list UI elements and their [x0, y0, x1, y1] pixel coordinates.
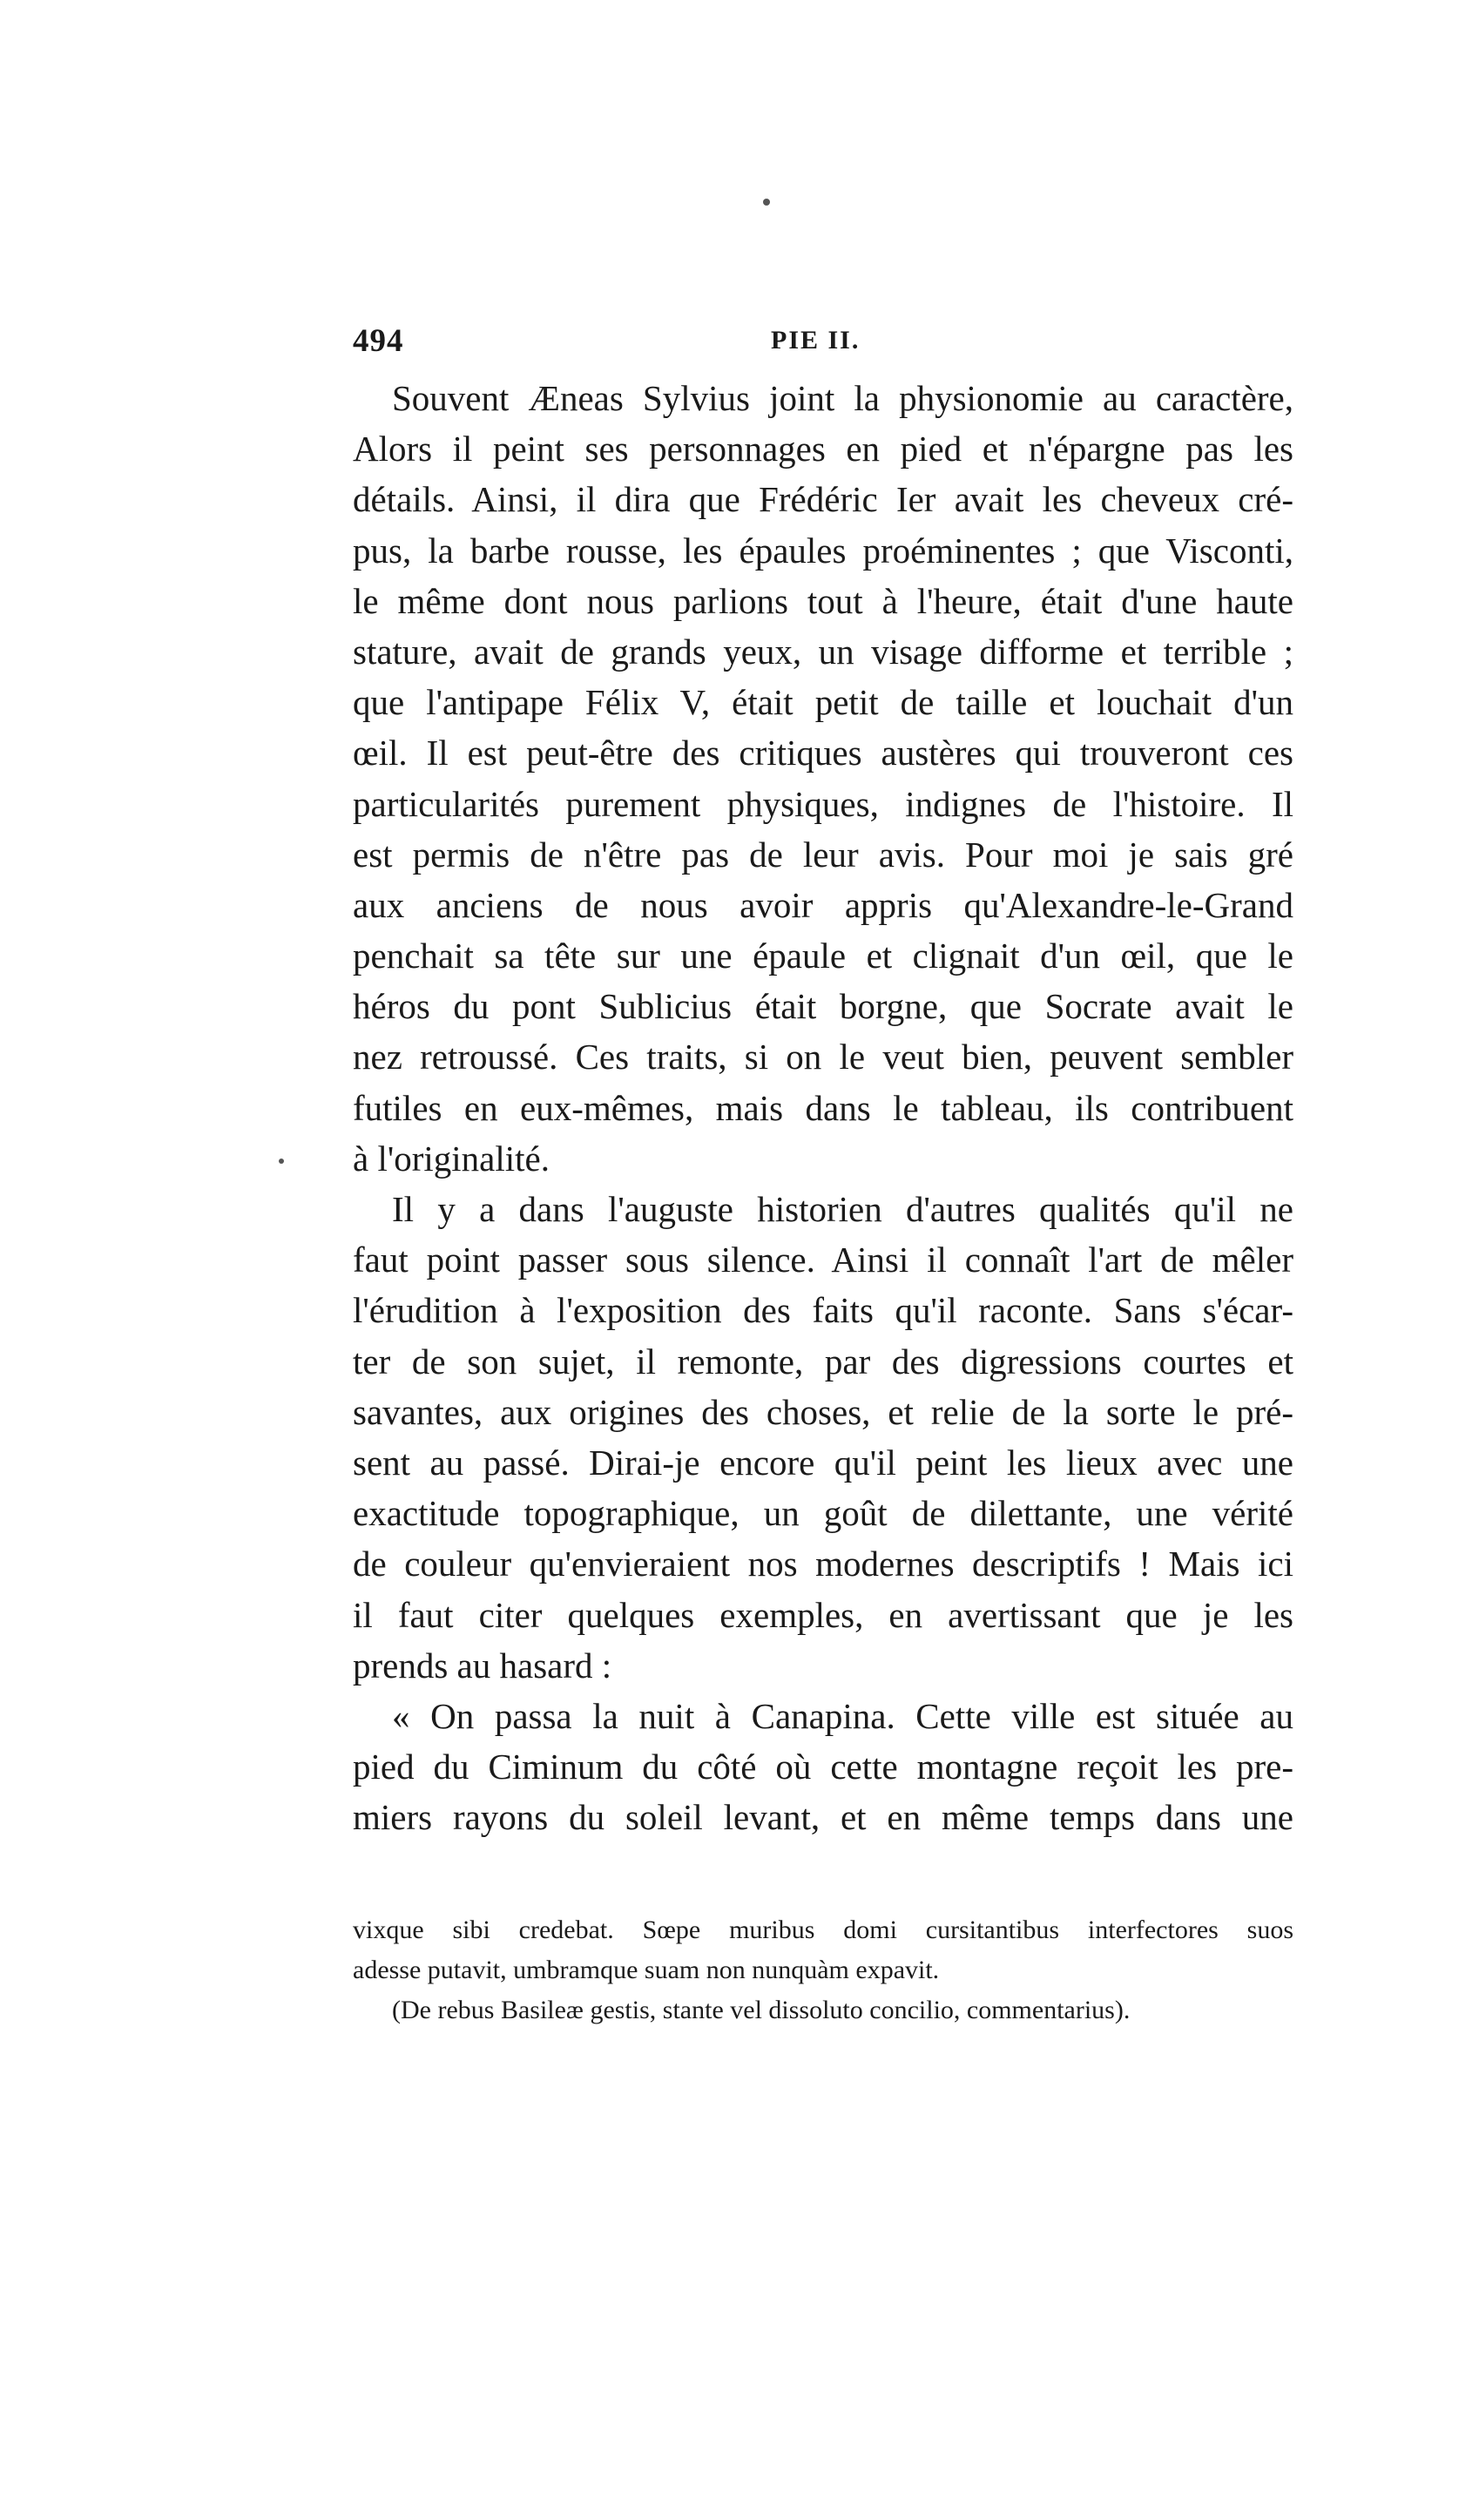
- text-line: est permis de n'être pas de leur avis. Pour moi je sais gré: [353, 834, 1293, 875]
- text-line: que l'antipape Félix V, était petit de taille et louchait d'un: [353, 682, 1293, 723]
- footnote-block: [353, 1910, 1293, 2030]
- text-line: Souvent Æneas Sylvius joint la physionomie au caractère,: [392, 378, 1293, 418]
- text-line: ter de son sujet, il remonte, par des digressions courtes et: [353, 1341, 1293, 1382]
- text-line: penchait sa tête sur une épaule et clignait d'un œil, que le: [353, 936, 1293, 976]
- text-line: le même dont nous parlions tout à l'heure, était d'une haute: [353, 580, 1293, 621]
- running-head: [353, 322, 1293, 366]
- text-line: à l'originalité.: [353, 1138, 550, 1179]
- text-line: œil. Il est peut-être des critiques austères qui trouveront ces: [353, 733, 1293, 774]
- text-line: l'érudition à l'exposition des faits qu'il raconte. Sans s'écar-: [353, 1290, 1293, 1331]
- footnote-line: adesse putavit, umbramque suam non nunquàm expavit.: [353, 1956, 940, 1984]
- footnote-line: (De rebus Basileæ gestis, stante vel dissoluto concilio, commentarius).: [392, 1996, 1131, 2024]
- body-text: [353, 373, 1293, 1842]
- text-line: exactitude topographique, un goût de dilettante, une vérité: [353, 1493, 1293, 1534]
- text-line: Il y a dans l'auguste historien d'autres qualités qu'il ne: [392, 1189, 1293, 1229]
- text-line: savantes, aux origines des choses, et relie de la sorte le pré-: [353, 1391, 1293, 1432]
- page-number: 494: [353, 323, 404, 359]
- text-line: Alors il peint ses personnages en pied et n'épargne pas les: [353, 429, 1293, 470]
- text-line: sent au passé. Dirai-je encore qu'il peint les lieux avec une: [353, 1442, 1293, 1483]
- ink-speck: [763, 199, 770, 206]
- text-line: de couleur qu'envieraient nos modernes descriptifs ! Mais ici: [353, 1544, 1293, 1584]
- ink-speck: [279, 1159, 284, 1164]
- text-line: il faut citer quelques exemples, en avertissant que je les: [353, 1594, 1293, 1635]
- text-line: miers rayons du soleil levant, et en même temps dans une: [353, 1797, 1293, 1838]
- text-line: pied du Ciminum du côté où cette montagne reçoit les pre-: [353, 1746, 1293, 1787]
- text-line: héros du pont Sublicius était borgne, que Socrate avait le: [353, 986, 1293, 1027]
- text-line: stature, avait de grands yeux, un visage difforme et terrible ;: [353, 631, 1293, 672]
- text-line: pus, la barbe rousse, les épaules proéminentes ; que Visconti,: [353, 530, 1293, 571]
- text-line: détails. Ainsi, il dira que Frédéric Ier avait les cheveux cré-: [353, 479, 1293, 520]
- text-line: faut point passer sous silence. Ainsi il connaît l'art de mêler: [353, 1240, 1293, 1280]
- text-line: « On passa la nuit à Canapina. Cette ville est située au: [392, 1695, 1293, 1736]
- text-line: aux anciens de nous avoir appris qu'Alexandre-le-Grand: [353, 884, 1293, 925]
- text-line: futiles en eux-mêmes, mais dans le tableau, ils contribuent: [353, 1087, 1293, 1128]
- text-line: particularités purement physiques, indignes de l'histoire. Il: [353, 783, 1293, 824]
- footnote-line: vixque sibi credebat. Sœpe muribus domi cursitantibus interfectores suos: [353, 1915, 1293, 1944]
- running-title: PIE II.: [771, 326, 861, 355]
- text-line: prends au hasard :: [353, 1645, 612, 1686]
- text-line: nez retroussé. Ces traits, si on le veut bien, peuvent sembler: [353, 1037, 1293, 1078]
